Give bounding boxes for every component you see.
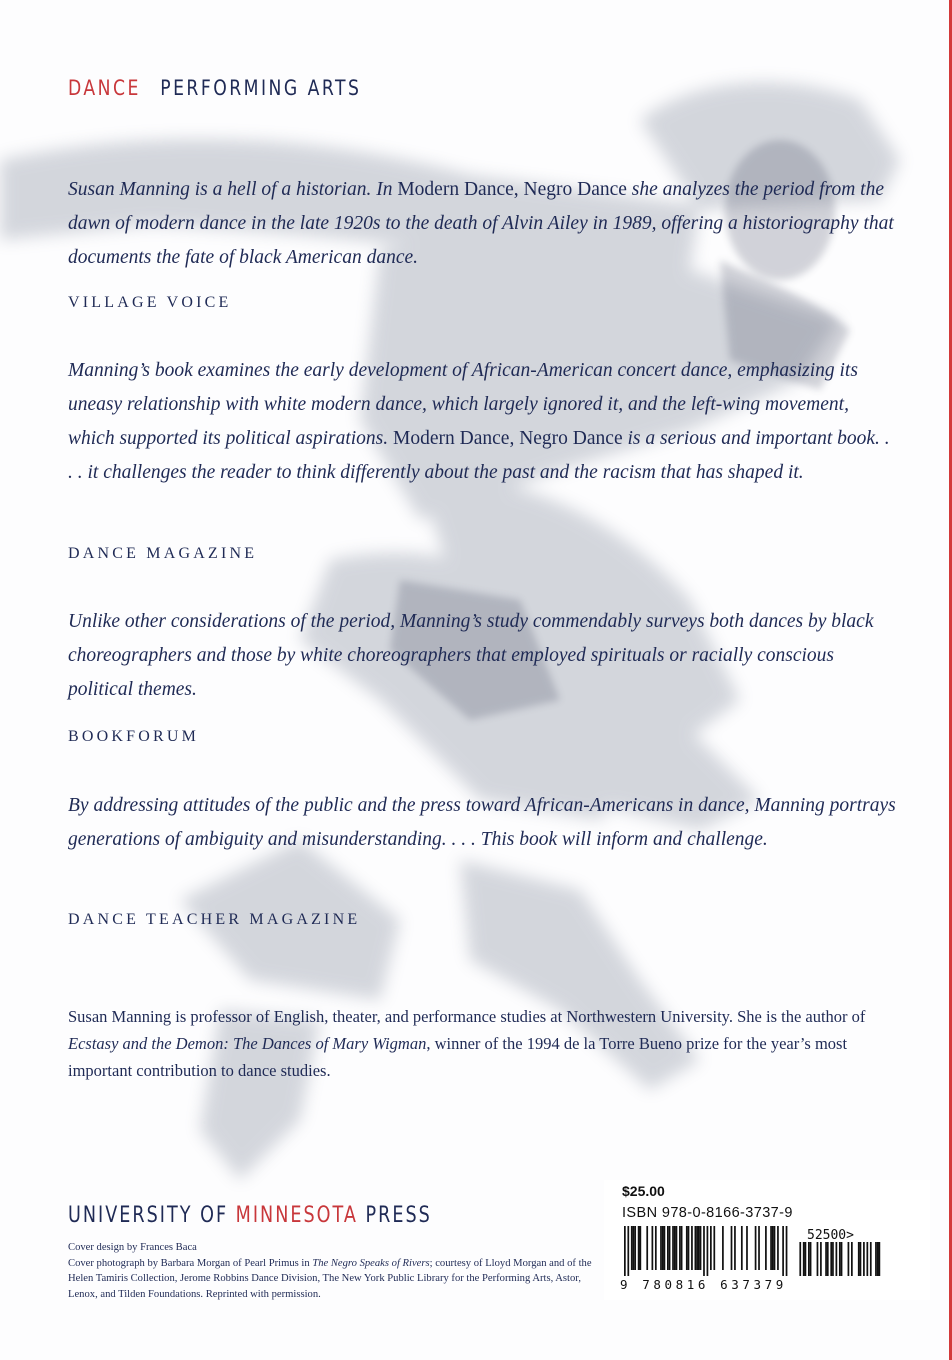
barcode-bar bbox=[700, 1226, 702, 1270]
review-source-3: BOOKFORUM bbox=[68, 728, 200, 745]
review-quote-3: Unlike other considerations of the period, Manning’s study commendably surveys both dances by black choreographers and those by white choreographers that employed spirituals or racially conscious political themes. bbox=[68, 611, 874, 700]
price-supplement-code: 52500> bbox=[807, 1228, 854, 1243]
review-quote-4: By addressing attitudes of the public and the press toward African-Americans in dance, Manning portrays generations of ambiguity and misunderstanding. . . . This book will inform and challenge. bbox=[68, 795, 896, 850]
barcode-bar bbox=[667, 1226, 669, 1270]
barcode-bar bbox=[691, 1226, 693, 1270]
supplement-bar bbox=[832, 1242, 834, 1276]
barcode-bar bbox=[772, 1226, 774, 1270]
barcode-bar bbox=[638, 1226, 640, 1270]
barcode-bar bbox=[770, 1226, 772, 1270]
supplement-bar bbox=[808, 1242, 810, 1276]
barcode-bar bbox=[758, 1226, 760, 1270]
barcode-bar bbox=[755, 1226, 757, 1270]
category-primary: DANCE bbox=[68, 76, 141, 100]
barcode-bar bbox=[639, 1226, 641, 1270]
category-header bbox=[68, 76, 361, 100]
barcode-bar bbox=[703, 1226, 705, 1276]
cover-credits bbox=[68, 1240, 608, 1302]
barcode-bar bbox=[676, 1226, 678, 1270]
supplement-bar bbox=[805, 1242, 807, 1276]
barcode-bar bbox=[741, 1226, 743, 1270]
supplement-bar bbox=[825, 1242, 827, 1276]
barcode-bar bbox=[655, 1226, 657, 1270]
barcode-bar bbox=[710, 1226, 712, 1270]
review-source-2: DANCE MAGAZINE bbox=[68, 545, 258, 562]
barcode-bar bbox=[652, 1226, 654, 1270]
supplement-bar bbox=[817, 1242, 819, 1276]
barcode-bar bbox=[633, 1226, 635, 1270]
supplement-bar bbox=[860, 1242, 862, 1276]
barcode-bar bbox=[696, 1226, 698, 1270]
supplement-bar bbox=[879, 1242, 881, 1276]
supplement-bar bbox=[820, 1242, 822, 1276]
barcode-bar bbox=[782, 1226, 784, 1276]
cover-design-credit: Cover design by Frances Baca bbox=[68, 1242, 197, 1253]
author-bio: Susan Manning is professor of English, theater, and performance studies at Northwestern University. She is the author of Ecstasy and the Demon: The Dances of Mary Wigman, winner of the 1994 de la Torre Bueno prize for the year’s most important contribution to dance studies. bbox=[68, 1007, 866, 1080]
supplement-bar bbox=[803, 1242, 805, 1276]
barcode-bar bbox=[669, 1226, 671, 1270]
barcode-bar bbox=[774, 1226, 776, 1270]
supplement-bar bbox=[851, 1242, 853, 1276]
barcode-bar bbox=[624, 1226, 626, 1276]
review-quote-2: Manning’s book examines the early development of African-American concert dance, emphasizing its uneasy relationship with white modern dance, which largely ignored it, and the left-wing movement, which supported its political aspirations. Modern Dance, Negro Dance is a serious and important book. . . . it challenges the reader to think differently about the past and the racism that has shaped it. bbox=[68, 360, 890, 483]
barcode-bar bbox=[746, 1226, 748, 1270]
barcode-bar bbox=[734, 1226, 736, 1270]
supplement-bar bbox=[839, 1242, 841, 1276]
review-quote-1: Susan Manning is a hell of a historian. In Modern Dance, Negro Dance she analyzes the period from the dawn of modern dance in the late 1920s to the death of Alvin Ailey in 1989, offering a historiography that documents the fate of black American dance. bbox=[68, 179, 894, 268]
barcode-bar bbox=[660, 1226, 662, 1270]
barcode-bar bbox=[681, 1226, 683, 1270]
barcode-bar bbox=[679, 1226, 681, 1270]
barcode-bar bbox=[765, 1226, 767, 1270]
barcode-bar bbox=[662, 1226, 664, 1270]
isbn-label: ISBN 978-0-8166-3737-9 bbox=[622, 1205, 793, 1221]
barcode-bar bbox=[686, 1226, 688, 1270]
barcode-bar bbox=[627, 1226, 629, 1276]
review-source-1: VILLAGE VOICE bbox=[68, 294, 232, 311]
barcode-bar bbox=[731, 1226, 733, 1270]
price-label: $25.00 bbox=[622, 1183, 665, 1199]
supplement-bar bbox=[866, 1242, 868, 1276]
ean-digits: 9 780816 637379 bbox=[620, 1277, 787, 1292]
author-book-title: Ecstasy and the Demon: The Dances of Mary Wigman bbox=[68, 1034, 427, 1053]
supplement-bar bbox=[827, 1242, 829, 1276]
barcode-bar bbox=[777, 1226, 779, 1270]
barcode-bar bbox=[713, 1226, 715, 1270]
isbn-barcode bbox=[618, 1226, 928, 1280]
barcode-bar bbox=[664, 1226, 666, 1270]
barcode-bar bbox=[722, 1226, 724, 1270]
supplement-bar bbox=[863, 1242, 865, 1276]
supplement-bar bbox=[799, 1242, 801, 1276]
supplement-bar bbox=[848, 1242, 850, 1276]
barcode-bar bbox=[786, 1226, 788, 1276]
supplement-bar bbox=[841, 1242, 843, 1276]
supplement-bar bbox=[836, 1242, 838, 1276]
barcode-bar bbox=[674, 1226, 676, 1270]
barcode-bar bbox=[634, 1226, 636, 1270]
supplement-bar bbox=[877, 1242, 879, 1276]
supplement-bar bbox=[875, 1242, 877, 1276]
supplement-bar bbox=[810, 1242, 812, 1276]
barcode-bar bbox=[631, 1226, 633, 1270]
barcode-bar bbox=[698, 1226, 700, 1270]
category-secondary: PERFORMING ARTS bbox=[160, 76, 362, 100]
barcode-bar bbox=[695, 1226, 697, 1270]
supplement-bar bbox=[870, 1242, 872, 1276]
barcode-bar bbox=[646, 1226, 648, 1270]
barcode-bar bbox=[688, 1226, 690, 1270]
barcode-bar bbox=[707, 1226, 709, 1276]
supplement-bar bbox=[830, 1242, 832, 1276]
cover-photo-credit: Cover photograph by Barbara Morgan of Pearl Primus in The Negro Speaks of Rivers; courtesy of Lloyd Morgan and of the Helen Tamiris Collection, Jerome Robbins Dance Division, The New York Public Library for the Performing Arts, Astor, Lenox, and Tilden Foundations. Reprinted with permission. bbox=[68, 1257, 592, 1300]
review-source-4: DANCE TEACHER MAGAZINE bbox=[68, 911, 361, 928]
supplement-bar bbox=[858, 1242, 860, 1276]
barcode-bar bbox=[672, 1226, 674, 1270]
publisher-logo: UNIVERSITY OF MINNESOTA PRESS bbox=[68, 1203, 432, 1228]
